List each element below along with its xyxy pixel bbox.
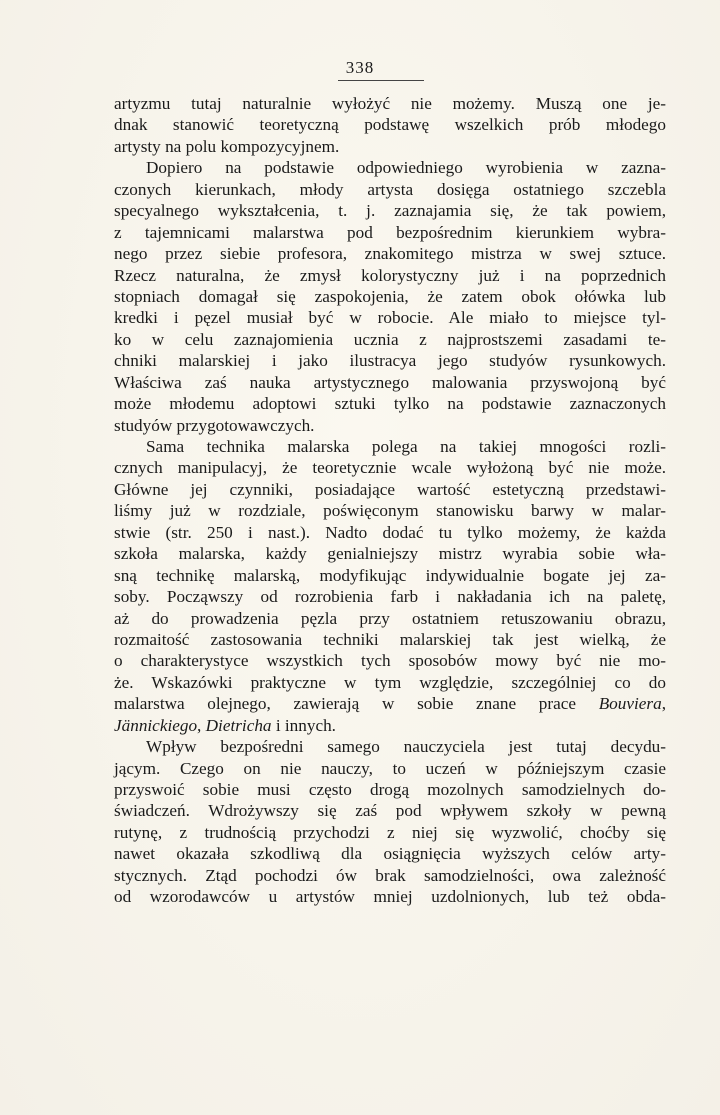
text-line: chniki malarskiej i jako ilustracya jego studyów rysunkowych.	[114, 351, 666, 371]
text-line: stwie (str. 250 i nast.). Nadto dodać tu tylko możemy, że każda	[114, 522, 666, 542]
page-number: 338	[345, 58, 375, 77]
text-line: Główne jej czynniki, posiadające wartość estetyczną przedstawi-	[114, 479, 666, 499]
text-line: rutynę, z trudnością przychodzi z niej się wyzwolić, choćby się	[114, 822, 666, 842]
text-line: Jännickiego, Dietricha i innych.	[114, 715, 336, 735]
text-line: sną technikę malarską, modyfikując indywidualnie bogate jej za-	[114, 565, 666, 585]
page-number-rule	[338, 80, 424, 81]
text-line: stycznych. Ztąd pochodzi ów brak samodzielności, owa zależność	[114, 865, 666, 885]
text-line: aż do prowadzenia pęzla przy ostatniem retuszowaniu obrazu,	[114, 608, 666, 628]
text-line: Wpływ bezpośredni samego nauczyciela jest tutaj decydu-	[146, 737, 666, 757]
text-line: dnak stanowić teoretyczną podstawę wszelkich prób młodego	[114, 115, 666, 135]
text-line: soby. Począwszy od rozrobienia farb i nakładania ich na paletę,	[114, 587, 666, 607]
text-line: od wzorodawców u artystów mniej uzdolnionych, lub też obda-	[114, 887, 666, 907]
text-line: ko w celu zaznajomienia ucznia z najprostszemi zasadami te-	[114, 329, 666, 349]
text-line: nawet okazała szkodliwą dla osiągnięcia wyższych celów arty-	[114, 844, 666, 864]
text-line: studyów przygotowawczych.	[114, 415, 315, 435]
text-line: artysty na polu kompozycyjnem.	[114, 136, 340, 156]
text-line: jącym. Czego on nie nauczy, to uczeń w późniejszym czasie	[114, 758, 666, 778]
text-line: stopniach domagał się zaspokojenia, że zatem obok ołówka lub	[114, 286, 666, 306]
text-line: liśmy już w rozdziale, poświęconym stanowisku barwy w malar-	[114, 501, 666, 521]
text-line: cznych manipulacyj, że teoretycznie wcale wyłożoną być nie może.	[114, 458, 666, 478]
text-line: z tajemnicami malarstwa pod bezpośrednim kierunkiem wybra-	[114, 222, 666, 242]
text-line: rozmaitość zastosowania techniki malarskiej tak jest wielką, że	[114, 629, 666, 649]
text-line: malarstwa olejnego, zawierają w sobie znane prace Bouviera,	[114, 694, 666, 714]
text-line: artyzmu tutaj naturalnie wyłożyć nie możemy. Muszą one je-	[114, 94, 666, 113]
text-line: szkoła malarska, każdy genialniejszy mistrz wyrabia sobie wła-	[114, 544, 666, 564]
text-line: Sama technika malarska polega na takiej mnogości rozli-	[146, 437, 666, 456]
text-line: kredki i pęzel musiał być w robocie. Ale miało to miejsce tyl-	[114, 308, 666, 328]
text-line: specyalnego wykształcenia, t. j. zaznajamia się, że tak powiem,	[114, 201, 666, 221]
text-line: Rzecz naturalna, że zmysł kolorystyczny już i na poprzednich	[114, 265, 666, 285]
text-line: Właściwa zaś nauka artystycznego malowania przyswojoną być	[114, 372, 666, 392]
text-line: może młodemu adoptowi sztuki tylko na podstawie zaznaczonych	[114, 394, 666, 414]
text-line: że. Wskazówki praktyczne w tym względzie, szczególniej co do	[114, 672, 666, 692]
text-line: czonych kierunkach, młody artysta dosięga ostatniego szczebla	[114, 179, 666, 199]
text-line: nego przez siebie profesora, znakomitego mistrza w swej sztuce.	[114, 244, 666, 264]
text-line: przyswoić sobie musi często drogą mozolnych samodzielnych do-	[114, 780, 666, 799]
text-line: o charakterystyce wszystkich tych sposobów mowy być nie mo-	[114, 651, 666, 671]
body-text	[114, 93, 666, 908]
text-line: Dopiero na podstawie odpowiedniego wyrobienia w zazna-	[146, 158, 666, 178]
text-line: świadczeń. Wdrożywszy się zaś pod wpływem szkoły w pewną	[114, 801, 666, 821]
